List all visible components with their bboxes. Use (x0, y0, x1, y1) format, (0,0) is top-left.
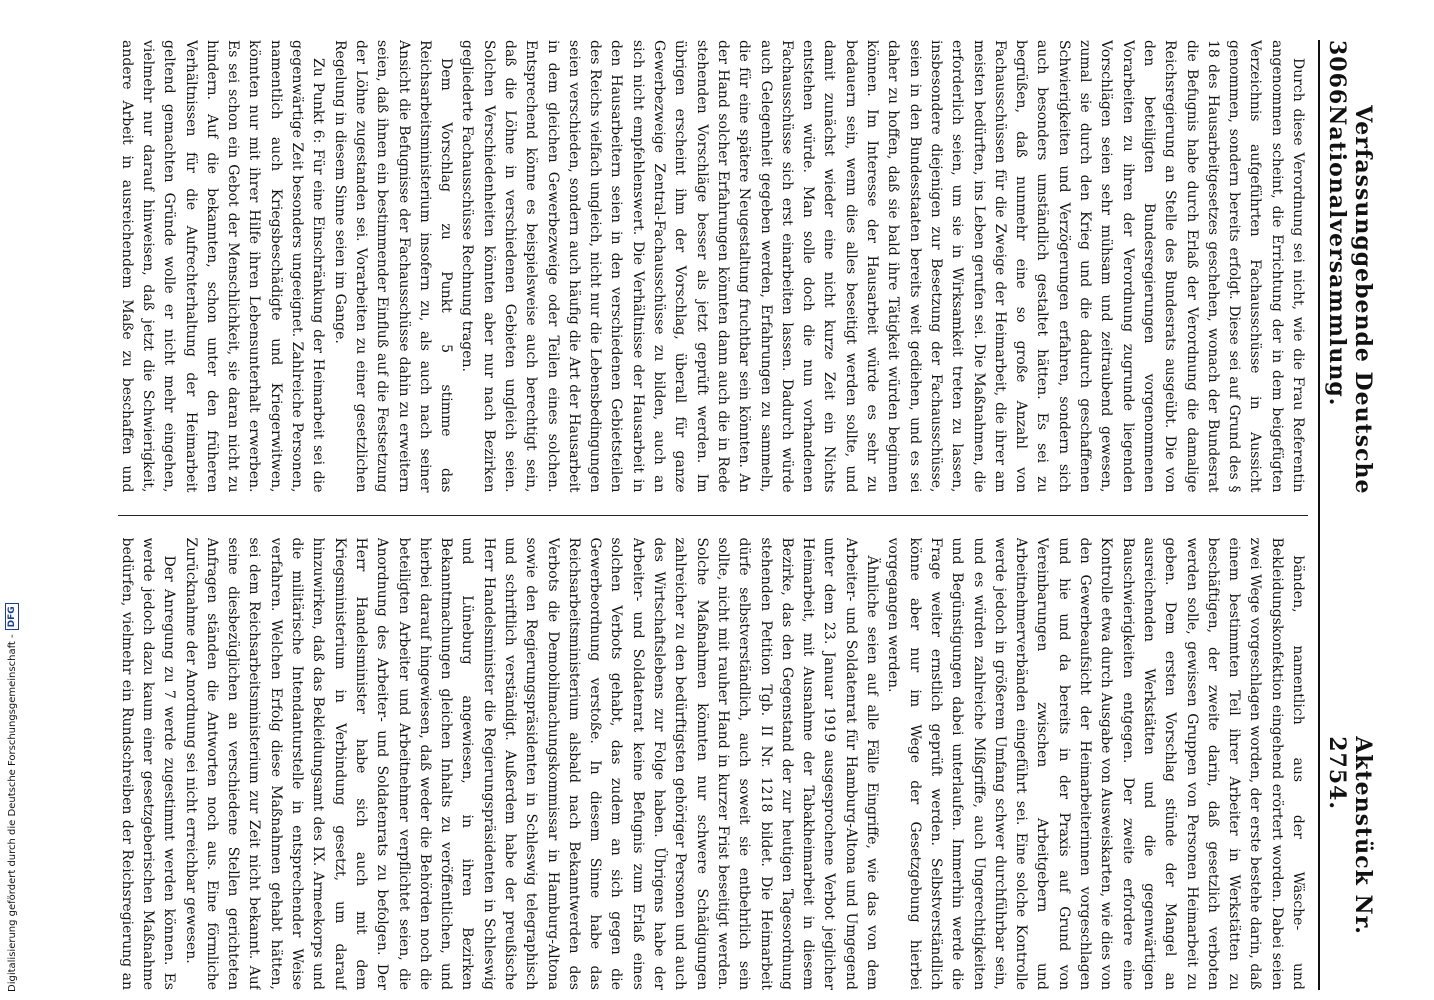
paragraph: bänden, namentlich aus der Wäsche- und Bekleidungskonfektion eingehend erörtert worden. Dabei seien zwei Wege vorgeschlagen worden, der erste bestehe darin, daß einem bestimmten Teil ihrer Arbeiter in Werkstätten zu beschäftigen, der zweite darin, daß gesetzlich verboten werden solle, gewissen Gruppen von Personen Heimarbeit zu geben. Dem ersten Vorschlag stünde der Mangel an ausreichenden Werkstätten und die gegenwärtigen Bauschwierigkeiten entgegen. Der zweite erfordere eine Kontrolle etwa durch Ausgabe von Ausweiskarten, wie dies von den Gewerbeaufsicht der Heimarbeiterinnen vorgeschlagen und hie und da bereits in der Praxis auf Grund von Vereinbarungen zwischen Arbeitgebern und Arbeitnehmerverbänden eingeführt sei. Eine solche Kontrolle werde jedoch in größerem Umfang schwer durchführbar sein, und es würden zahlreiche Mißgriffe, auch Ungerechtigkeiten und Begünstigungen dabei unterlaufen. Immerhin werde die Frage weiter ernstlich geprüft werden. Selbstverständlich könne aber nur im Wege der Gesetzgebung hierbei vorgegangen werden. (885, 537, 1306, 990)
paragraph: Zu Punkt 6: Für eine Einschränkung der Heimarbeit sei die gegenwärtige Zeit besonders ungeeignet. Zahlreiche Personen, namentlich auch Kriegsbeschädigte und Kriegerwitwen, könnten nur mit ihrer Hilfe ihren Lebensunterhalt erwerben. Es sei schon ein Gebot der Menschlichkeit, sie daran nicht zu hindern. Auf die bekannten, schon unter den früheren Verhältnissen für die Aufrechterhaltung der Heimarbeit geltend gemachten Gründe wolle er nicht mehr eingehen, vielmehr nur darauf hinweisen, daß jetzt die Schwierigkeit, andere Arbeit in ausreichendem Maße zu beschaffen und (118, 40, 327, 493)
column-right (118, 538, 1308, 991)
dfg-logo-icon: DFG (5, 603, 19, 630)
page-header (1318, 40, 1376, 990)
paragraph: Dem Vorschlag zu Punkt 5 stimme das Reichsarbeitsministerium insofern zu, als auch nach seiner Ansicht die Befugnisse der Fachausschüsse dahin zu erweitern seien, daß ihnen ein bestimmender Einfluß auf die Festsetzung der Löhne zugestanden sei. Vorarbeiten zu einer gesetzlichen Regelung in diesem Sinne seien im Gange. (331, 40, 455, 493)
credit-text: Digitalisierung gefördert durch die Deutsche Forschungsgemeinschaft - (6, 634, 18, 992)
paragraph: Ähnliche seien auf alle Fälle Eingriffe, wie das von dem Arbeiter- und Soldatenrat für Hamburg-Altona und Umgegend unter dem 23. Januar 1919 ausgesprochene Verbot jeglicher Heimarbeit, mit Ausnahme der Tabakheimarbeit in diesem Bezirke, das den Gegenstand der zur heutigen Tagesordnung stehenden Petition Tgb. II Nr. 1218 bildet. Die Heimarbeit dürfe selbstverständlich, auch soweit sie entbehrlich sein sollte, nicht mit rauher Hand in kurzer Frist beseitigt werden. Solche Maßnahmen könnten nur schwere Schädigungen zahlreicher zu den bedürftigsten gehöriger Personen und auch des Wirtschaftslebens zur Folge haben. Übrigens habe der Arbeiter- und Soldatenrat keine Befugnis zum Erlaß eines solchen Verbots gehabt, das zudem an sich gegen die Gewerbeordnung verstoße. In diesem Sinne habe das Reichsarbeitsministerium alsbald nach Bekanntwerden des Verbots die Demobilmachungskommissar in Hamburg-Altona sowie den Regierungspräsidenten in Schleswig telegraphisch und schriftlich verständigt. Außerdem habe der preußische Herr Handelsminister die Regierungspräsidenten in Schleswig und Lüneburg angewiesen, in ihren Bezirken Bekanntmachungen gleichen Inhalts zu veröffentlichen, und hierbei darauf hingewiesen, daß weder die Behörden noch die beteiligten Arbeiter und Arbeitnehmer verpflichtet seien, die Anordnung des Arbeiter- und Soldatenrats zu befolgen. Der Herr Handelsminister habe sich auch mit dem Kriegsministerium in Verbindung gesetzt, um darauf hinzuwirken, daß das Bekleidungsamt des IX. Armeekorps und die militärische Intendanturstelle in entsprechender Weise verfahren. Welchen Erfolg diese Maßnahmen gehabt hätten, sei dem Reichsarbeitsministerium zur Zeit nicht bekannt. Auf seine diesbezüglichen an verschiedene Stellen gerichteten Anfragen ständen die Antworten noch aus. Eine förmliche Zurücknahme der Anordnung sei nicht erreichbar gewesen. (182, 537, 881, 990)
paragraph: Durch diese Verordnung sei nicht, wie die Frau Referentin angenommen scheint, die Errichtung der in dem beigefügten Verzeichnis aufgeführten Fachausschüsse in Aussicht genommen, sondern bereits erfolgt. Diese sei auf Grund des § 18 des Hausarbeitgesetzes geschehen, wonach der Bundesrat die Befugnis habe durch Erlaß der Verordnung die damalige Reichsregierung an Stelle des Bundesrats ausgeübt. Die von den beteiligten Bundesregierungen vorgenommenen Vorarbeiten zu ihren der Verordnung zugrunde liegenden Vorschlägen seien sehr mühsam und zeitraubend gewesen, zumal sie durch den Krieg und die dadurch geschaffenen Schwierigkeiten und Verzögerungen erfahren, sondern sich auch besonders umständlich gestaltet hätten. Es sei zu begrüßen, daß nunmehr eine so große Anzahl von Fachausschüssen für die Zweige der Heimarbeit, die ihrer am meisten bedürften, ins Leben gerufen sei. Die Maßnahmen, die erforderlich seien, um sie in Wirksamkeit treten zu lassen, insbesondere diejenigen zur Besetzung der Fachausschüsse, seien in den Bundesstaaten bereits weit gediehen, und es sei daher zu hoffen, daß sie bald ihre Tätigkeit würden beginnen können. Im Interesse der Hausarbeit würde es sehr zu bedauern sein, wenn dies alles beseitigt werden sollte, und damit zunächst wieder eine nicht kurze Zeit ein Nichts entstehen würde. Man solle doch die nun vorhandenen Fachausschüsse sich erst einarbeiten lassen. Dadurch würde auch Gelegenheit gegeben werden, Erfahrungen zu sammeln, die für eine spätere Neugestaltung fruchtbar sein könnten. An der Hand solcher Erfahrungen könnten dann auch die in Rede stehenden Vorschläge besser als jetzt geprüft werden. Im übrigen erscheint ihm der Vorschlag, überall für ganze Gewerbezweige Zentral-Fachausschüsse zu bilden, auch an sich nicht empfehlenswert. Die Verhältnisse der Hausarbeit in den Hausarbeitern seien in den verschiedenen Gebietsteilen des Reichs vielfach ungleich, nicht nur die Lebensbedingungen seien verschieden, sondern auch häufig die Art der Hausarbeit in dem gleichen Gewerbezweige oder Teilen eines solchen. Entsprechend könne es beispielsweise auch berechtigt sein, daß die Löhne in verschiedenen Gebieten ungleich seien. Solchen Verschiedenheiten könnten aber nur nach Bezirken gegliederte Fachausschüsse Rechnung tragen. (459, 40, 1306, 493)
digitization-credit (0, 0, 24, 992)
paragraph: Der Anregung zu 7 werde zugestimmt werden können. Es werde jedoch dazu kaum einer gesetzgeberischen Maßnahme bedürfen, vielmehr ein Rundschreiben der Reichsregierung an (118, 537, 178, 990)
publication-title: Verfassunggebende Deutsche Nationalversammlung. (1324, 105, 1376, 495)
document-reference: Aktenstück Nr. 2754. (1324, 736, 1376, 935)
column-divider (118, 515, 1308, 516)
column-left (118, 40, 1308, 493)
text-columns (118, 40, 1308, 990)
page-number: 3066 (1324, 40, 1350, 106)
document-page (110, 40, 1376, 990)
